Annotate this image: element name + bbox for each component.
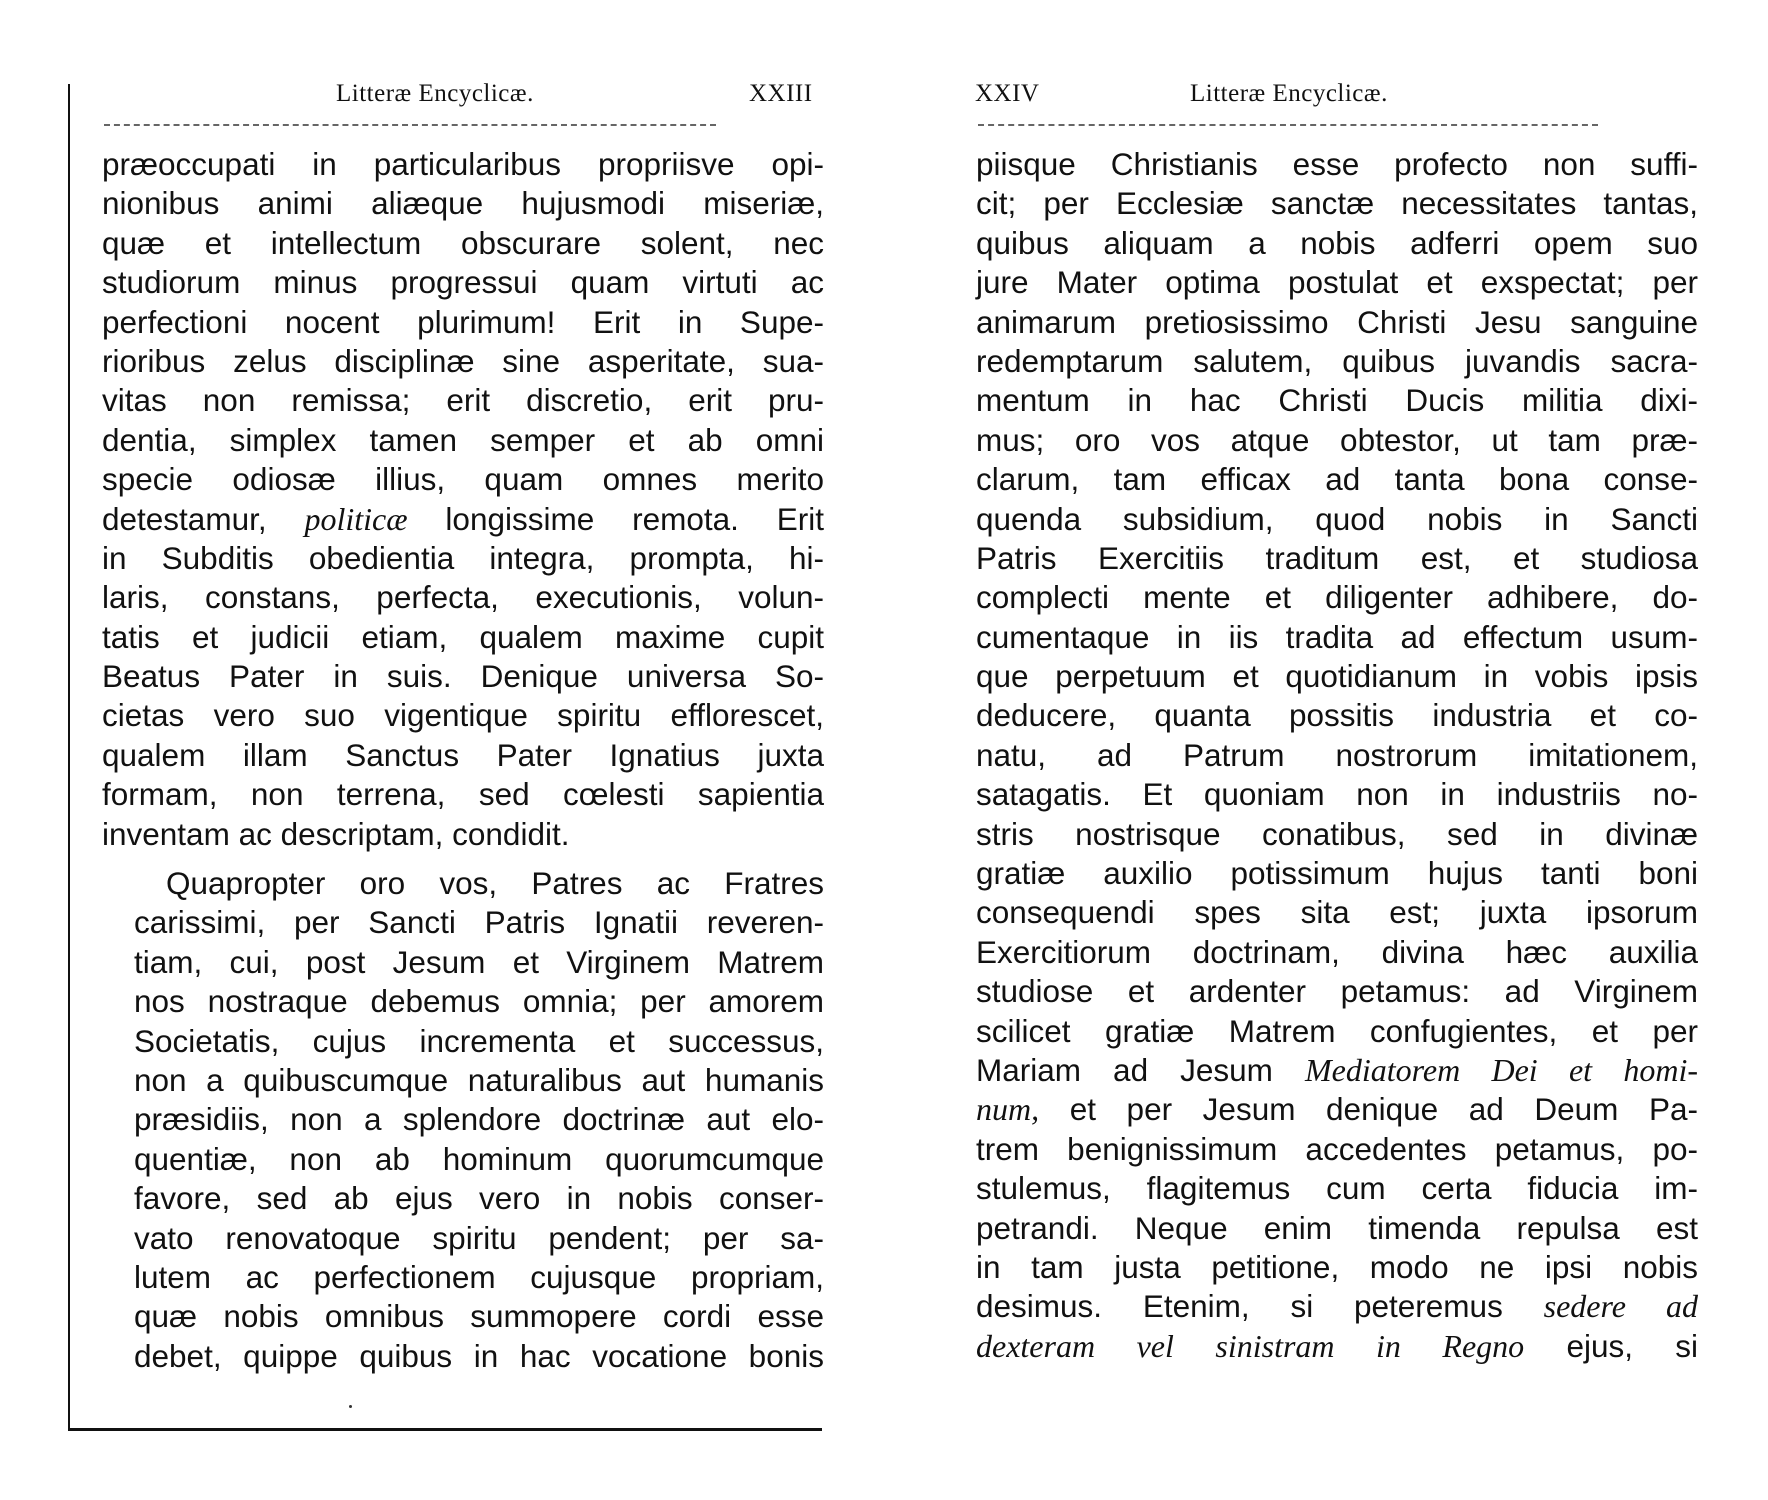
text-line bbox=[976, 893, 1698, 932]
text-run: petrandi. Neque enim timenda repulsa est bbox=[976, 1209, 1698, 1246]
text-run: detestamur, bbox=[102, 500, 305, 537]
running-title: Litteræ Encyclicæ. bbox=[336, 80, 534, 107]
text-line bbox=[102, 775, 824, 814]
text-run: Quapropter oro vos, Patres ac Fratres bbox=[166, 865, 824, 902]
text-line bbox=[102, 618, 824, 657]
text-line bbox=[976, 184, 1698, 223]
text-run: scilicet gratiæ Matrem confugientes, et per bbox=[976, 1012, 1698, 1049]
text-line bbox=[976, 775, 1698, 814]
text-run: perfectioni nocent plurimum! Erit in Supe- bbox=[102, 303, 824, 340]
text-run: quibus aliquam a nobis adferri opem suo bbox=[976, 224, 1698, 261]
running-title: Litteræ Encyclicæ. bbox=[1190, 80, 1388, 107]
text-run: in Subditis obedientia integra, prompta, hi- bbox=[102, 539, 824, 576]
text-run: nionibus animi aliæque hujusmodi miseriæ, bbox=[102, 185, 824, 222]
text-line bbox=[102, 1219, 824, 1258]
text-line bbox=[102, 145, 824, 184]
text-line bbox=[102, 864, 824, 903]
text-run: clarum, tam efficax ad tanta bona conse- bbox=[976, 461, 1698, 498]
text-run: Mariam ad Jesum bbox=[976, 1051, 1305, 1088]
text-run: cietas vero suo vigentique spiritu efflorescet, bbox=[102, 697, 824, 734]
text-line bbox=[102, 1061, 824, 1100]
text-line bbox=[976, 1051, 1698, 1090]
text-line bbox=[102, 460, 824, 499]
text-line bbox=[976, 224, 1698, 263]
body-text bbox=[976, 145, 1698, 1366]
text-run: quæ et intellectum obscurare solent, nec bbox=[102, 224, 824, 261]
text-line bbox=[102, 943, 824, 982]
text-line bbox=[102, 303, 824, 342]
text-run: piisque Christianis esse profecto non suffi- bbox=[976, 146, 1698, 182]
text-line bbox=[102, 696, 824, 735]
text-line bbox=[976, 303, 1698, 342]
text-run: animarum pretiosissimo Christi Jesu sanguine bbox=[976, 303, 1698, 340]
text-line bbox=[102, 1179, 824, 1218]
text-run: inventam ac descriptam, condidit. bbox=[102, 815, 570, 852]
text-run: redemptarum salutem, quibus juvandis sacra- bbox=[976, 342, 1698, 379]
text-line bbox=[976, 145, 1698, 184]
text-run: consequendi spes sita est; juxta ipsorum bbox=[976, 894, 1698, 931]
text-run: præoccupati in particularibus propriisve opi- bbox=[102, 146, 824, 182]
text-line bbox=[102, 736, 824, 775]
text-line bbox=[976, 1287, 1698, 1326]
header-rule bbox=[978, 124, 1598, 126]
right-page bbox=[960, 0, 1720, 1500]
text-line bbox=[102, 1100, 824, 1139]
text-line bbox=[102, 184, 824, 223]
text-run: rioribus zelus disciplinæ sine asperitate, sua- bbox=[102, 342, 824, 379]
text-run: natu, ad Patrum nostrorum imitationem, bbox=[976, 736, 1698, 773]
text-line bbox=[976, 815, 1698, 854]
text-run: que perpetuum et quotidianum in vobis ipsis bbox=[976, 658, 1698, 695]
binding-edge-rule bbox=[68, 84, 70, 1430]
text-line bbox=[976, 500, 1698, 539]
body-text bbox=[102, 145, 824, 1376]
text-line bbox=[976, 539, 1698, 578]
text-run: specie odiosæ illius, quam omnes merito bbox=[102, 461, 824, 498]
italic-text: num, bbox=[976, 1091, 1040, 1128]
text-line bbox=[976, 736, 1698, 775]
page-number: XXIII bbox=[749, 80, 813, 107]
text-line bbox=[102, 1140, 824, 1179]
text-run: vitas non remissa; erit discretio, erit pru- bbox=[102, 382, 824, 419]
text-line bbox=[976, 972, 1698, 1011]
text-run: deducere, quanta possitis industria et co- bbox=[976, 697, 1698, 734]
text-line bbox=[976, 1169, 1698, 1208]
text-run: vato renovatoque spiritu pendent; per sa- bbox=[134, 1219, 824, 1256]
text-line bbox=[976, 854, 1698, 893]
text-run: mus; oro vos atque obtestor, ut tam præ- bbox=[976, 421, 1698, 458]
text-line bbox=[976, 1130, 1698, 1169]
text-run: Exercitiorum doctrinam, divina hæc auxilia bbox=[976, 933, 1698, 970]
text-line bbox=[102, 815, 824, 854]
text-run: Societatis, cujus incrementa et successus, bbox=[134, 1022, 824, 1059]
text-line bbox=[102, 539, 824, 578]
text-run: jure Mater optima postulat et exspectat; per bbox=[976, 264, 1698, 301]
text-run: complecti mente et diligenter adhibere, do- bbox=[976, 579, 1698, 616]
text-line bbox=[976, 696, 1698, 735]
text-line bbox=[102, 657, 824, 696]
text-run: quæ nobis omnibus summopere cordi esse bbox=[134, 1298, 824, 1335]
text-run: debet, quippe quibus in hac vocatione bonis bbox=[134, 1337, 824, 1374]
text-line bbox=[976, 263, 1698, 302]
text-line bbox=[102, 903, 824, 942]
text-line bbox=[976, 1090, 1698, 1129]
text-line bbox=[102, 982, 824, 1021]
text-run: mentum in hac Christi Ducis militia dixi- bbox=[976, 382, 1698, 419]
text-line bbox=[976, 578, 1698, 617]
text-run: cumentaque in iis tradita ad effectum usum- bbox=[976, 618, 1698, 655]
page-number: XXIV bbox=[975, 80, 1040, 107]
text-run: longissime remota. Erit bbox=[407, 500, 824, 537]
text-line bbox=[976, 342, 1698, 381]
paragraph bbox=[102, 864, 824, 1376]
text-line bbox=[102, 1258, 824, 1297]
italic-text: dexteram vel sinistram in Regno bbox=[976, 1327, 1525, 1364]
text-run: in tam justa petitione, modo ne ipsi nobis bbox=[976, 1248, 1698, 1285]
text-line bbox=[102, 500, 824, 539]
text-run: Patris Exercitiis traditum est, et studiosa bbox=[976, 539, 1698, 576]
text-line bbox=[976, 421, 1698, 460]
text-line bbox=[102, 342, 824, 381]
text-line bbox=[976, 1012, 1698, 1051]
italic-text: politicæ bbox=[304, 500, 408, 537]
text-run: qualem illam Sanctus Pater Ignatius juxta bbox=[102, 736, 824, 773]
text-run: quenda subsidium, quod nobis in Sancti bbox=[976, 500, 1698, 537]
text-line bbox=[102, 578, 824, 617]
header-rule bbox=[104, 124, 716, 126]
text-run: satagatis. Et quoniam non in industriis no- bbox=[976, 776, 1698, 813]
text-line bbox=[976, 657, 1698, 696]
text-run: Beatus Pater in suis. Denique universa So- bbox=[102, 658, 824, 695]
italic-text: Mediatorem Dei et homi- bbox=[1304, 1051, 1699, 1088]
text-line bbox=[102, 224, 824, 263]
text-line bbox=[102, 1337, 824, 1376]
text-line bbox=[102, 1022, 824, 1061]
text-line bbox=[976, 381, 1698, 420]
text-run: studiorum minus progressui quam virtuti ac bbox=[102, 264, 824, 301]
left-page bbox=[0, 0, 840, 1500]
text-run: stris nostrisque conatibus, sed in divinæ bbox=[976, 815, 1698, 852]
text-run: ejus, si bbox=[1524, 1327, 1698, 1364]
text-run: tatis et judicii etiam, qualem maxime cupit bbox=[102, 618, 824, 655]
text-run: trem benignissimum accedentes petamus, po- bbox=[976, 1130, 1698, 1167]
text-line bbox=[102, 381, 824, 420]
text-run: gratiæ auxilio potissimum hujus tanti boni bbox=[976, 855, 1698, 892]
text-run: desimus. Etenim, si peteremus bbox=[976, 1288, 1544, 1325]
print-speck bbox=[349, 1405, 352, 1408]
text-run: et per Jesum denique ad Deum Pa- bbox=[1039, 1091, 1698, 1128]
text-run: favore, sed ab ejus vero in nobis conser- bbox=[134, 1180, 824, 1217]
text-line bbox=[976, 1327, 1698, 1366]
text-run: nos nostraque debemus omnia; per amorem bbox=[134, 983, 824, 1020]
text-line bbox=[976, 1209, 1698, 1248]
text-run: lutem ac perfectionem cujusque propriam, bbox=[134, 1258, 824, 1295]
text-run: carissimi, per Sancti Patris Ignatii reveren- bbox=[134, 904, 824, 941]
text-run: cit; per Ecclesiæ sanctæ necessitates tantas, bbox=[976, 185, 1698, 222]
text-run: formam, non terrena, sed cœlesti sapientia bbox=[102, 776, 824, 813]
text-line bbox=[102, 1297, 824, 1336]
text-line bbox=[976, 460, 1698, 499]
text-run: stulemus, flagitemus cum certa fiducia im- bbox=[976, 1170, 1698, 1207]
text-line bbox=[102, 263, 824, 302]
text-run: laris, constans, perfecta, executionis, volun- bbox=[102, 579, 824, 616]
bottom-rule bbox=[68, 1428, 822, 1431]
text-line bbox=[976, 933, 1698, 972]
paragraph bbox=[102, 145, 824, 854]
text-run: præsidiis, non a splendore doctrinæ aut elo- bbox=[134, 1101, 824, 1138]
text-line bbox=[976, 618, 1698, 657]
text-run: tiam, cui, post Jesum et Virginem Matrem bbox=[134, 943, 824, 980]
paragraph bbox=[976, 145, 1698, 1366]
text-run: studiose et ardenter petamus: ad Virginem bbox=[976, 973, 1698, 1010]
text-line bbox=[976, 1248, 1698, 1287]
text-run: dentia, simplex tamen semper et ab omni bbox=[102, 421, 824, 458]
italic-text: sedere ad bbox=[1543, 1288, 1699, 1325]
text-run: quentiæ, non ab hominum quorumcumque bbox=[134, 1140, 824, 1177]
text-run: non a quibuscumque naturalibus aut humanis bbox=[134, 1061, 824, 1098]
text-line bbox=[102, 421, 824, 460]
